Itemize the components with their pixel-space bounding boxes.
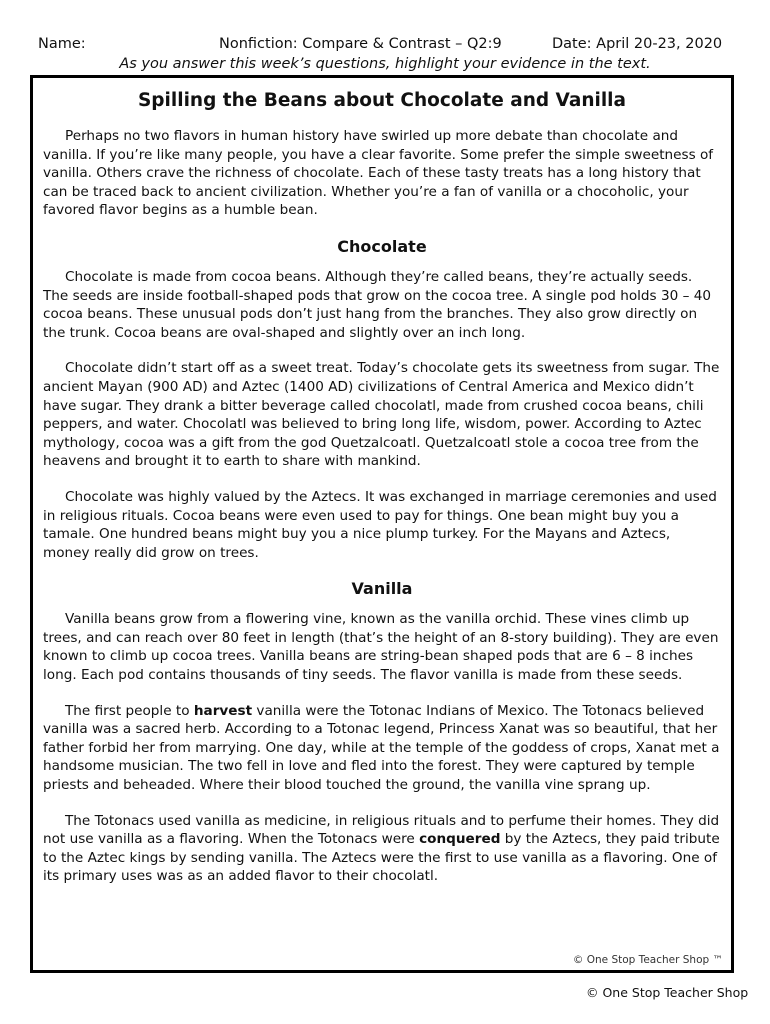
frame-copyright: © One Stop Teacher Shop ™ <box>572 954 723 966</box>
vanilla-paragraph-3 <box>43 812 721 886</box>
vanilla-p2-text-end: vanilla were the Totonac Indians of Mexico. The Totonacs believed vanilla was a sacred herb. According to a Totonac legend, Princess Xanat was so beautiful, that her father forbid her from marrying. One day, while at the temple of the goddess of crops, Xanat met a handsome musician. The two fell in love and fled into the forest. They were captured by temple priests and beheaded. Where their blood touched the ground, the vanilla vine sprang up. <box>43 702 720 794</box>
article-frame <box>30 75 734 973</box>
vanilla-p3-text-end: by the Aztecs, they paid tribute to the Aztec kings by sending vanilla. The Aztecs were the first to use vanilla as a flavoring. One of its primary uses was as an added flavor to their chocolatl. <box>43 831 720 885</box>
name-label: Name: <box>38 36 86 52</box>
worksheet-header <box>0 36 770 54</box>
vanilla-p3-text-start: The Totonacs used vanilla as medicine, in religious rituals and to perfume their homes. They did not use vanilla as a flavoring. When the Totonacs were <box>43 812 720 848</box>
vanilla-paragraph-2 <box>43 702 721 795</box>
chocolate-paragraph-2: Chocolate didn’t start off as a sweet treat. Today’s chocolate gets its sweetness from sugar. The ancient Mayan (900 AD) and Aztec (1400 AD) civilizations of Central America and Mexico didn’t have sugar. They drank a bitter beverage called chocolatl, made from crushed cocoa beans, chili peppers, and water. Chocolatl was believed to bring long life, wisdom, power. According to Aztec mythology, cocoa was a gift from the god Quetzalcoatl. Quetzalcoatl stole a cocoa tree from the heavens and brought it to earth to share with mankind. <box>43 360 720 470</box>
vocab-word-conquered: conquered <box>419 831 501 848</box>
vanilla-paragraph-1: Vanilla beans grow from a flowering vine, known as the vanilla orchid. These vines climb up trees, and can reach over 80 feet in length (that’s the height of an 8-story building). They are even known to climb up cocoa trees. Vanilla beans are string-bean shaped pods that are 6 – 8 inches long. Each pod contains thousands of tiny seeds. The flavor vanilla is made from these seeds. <box>43 611 719 684</box>
article-title: Spilling the Beans about Chocolate and Vanilla <box>137 90 627 111</box>
date-label: Date: April 20-23, 2020 <box>552 36 723 52</box>
vocab-word-harvest: harvest <box>193 702 253 719</box>
intro-paragraph: Perhaps no two flavors in human history have swirled up more debate than chocolate and vanilla. If you’re like many people, you have a clear favorite. Some prefer the simple sweetness of vanilla. Others crave the richness of chocolate. Each of these tasty treats has a long history that can be traced back to ancient civilization. Whether you’re a fan of vanilla or a chocoholic, your favored flavor begins as a humble bean. <box>43 128 714 219</box>
chocolate-heading: Chocolate <box>337 236 427 256</box>
chocolate-paragraph-3: Chocolate was highly valued by the Aztecs. It was exchanged in marriage ceremonies and used in religious rituals. Cocoa beans were even used to pay for things. One bean might buy you a tamale. One hundred beans might buy you a nice plump turkey. For the Mayans and Aztecs, money really did grow on trees. <box>43 488 717 561</box>
page-copyright: © One Stop Teacher Shop <box>586 985 749 1000</box>
vanilla-p2-text-start: The first people to <box>65 702 194 719</box>
article-body <box>33 78 731 903</box>
instruction-text: As you answer this week’s questions, highlight your evidence in the text. <box>119 56 651 72</box>
vanilla-heading: Vanilla <box>351 579 413 599</box>
instruction-line <box>0 56 770 72</box>
chocolate-paragraph-1: Chocolate is made from cocoa beans. Although they’re called beans, they’re actually seeds. The seeds are inside football-shaped pods that grow on the cocoa tree. A single pod holds 30 – 40 cocoa beans. These unusual pods don’t just hang from the branches. They also grow directly on the trunk. Cocoa beans are oval-shaped and slightly over an inch long. <box>43 268 711 341</box>
unit-title: Nonfiction: Compare & Contrast – Q2:9 <box>219 36 502 52</box>
